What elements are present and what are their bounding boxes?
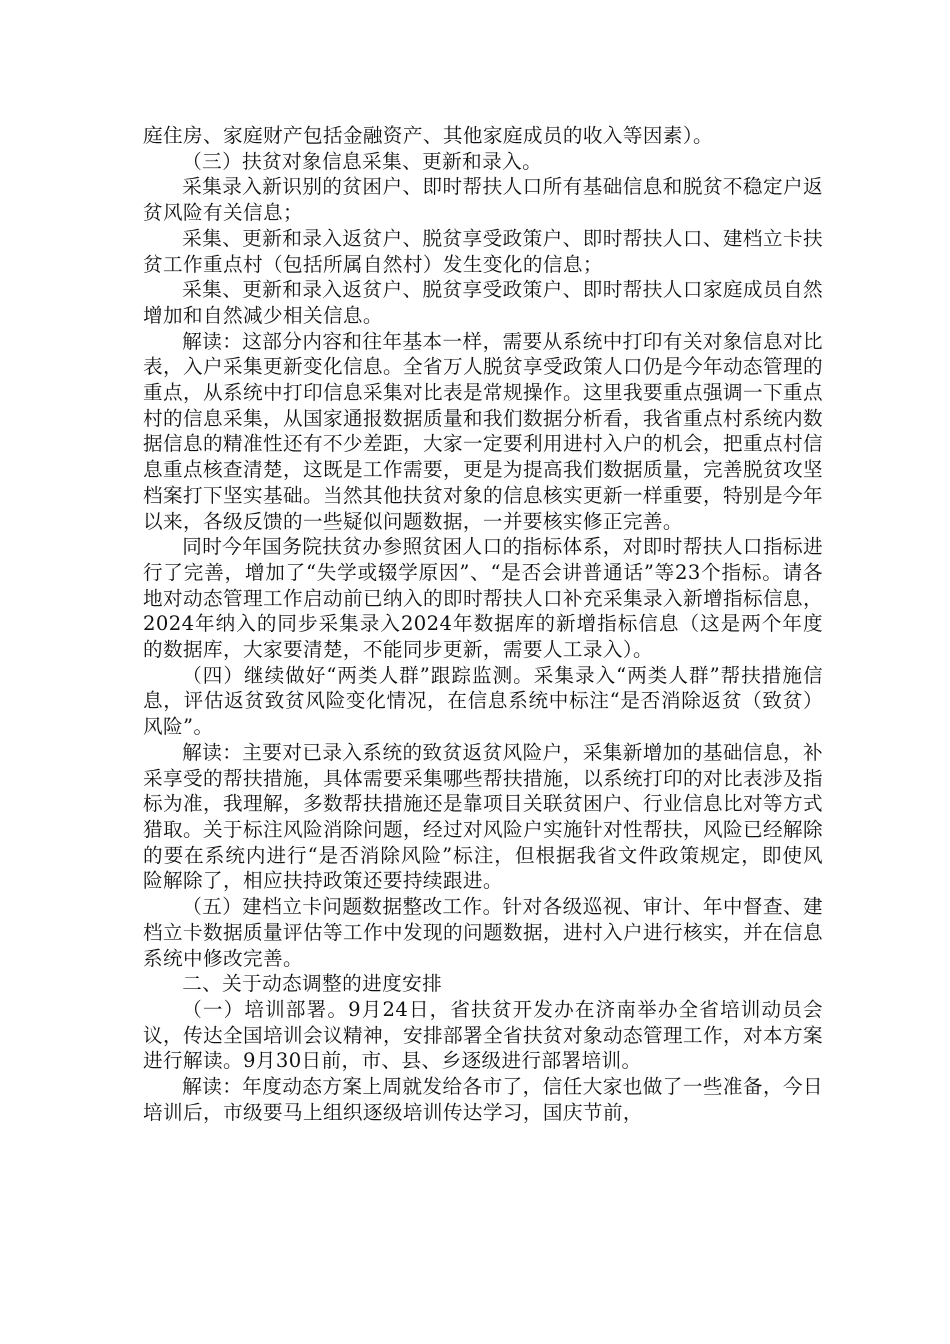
paragraph: 采集录入新识别的贫困户、即时帮扶人口所有基础信息和脱贫不稳定户返贫风险有关信息； xyxy=(143,175,823,225)
paragraph: 同时今年国务院扶贫办参照贫困人口的指标体系，对即时帮扶人口指标进行了完善，增加了“失学或辍学原因”、“是否会讲普通话”等23个指标。请各地对动态管理工作启动前已纳入的即时帮扶人口补充采集录入新增指标信息，2024年纳入的同步采集录入2024年数据库的新增指标信息（这是两个年度的数据库，大家要清楚，不能同步更新，需要人工录入）。 xyxy=(143,535,823,662)
section-heading-5: （五）建档立卡问题数据整改工作。针对各级巡视、审计、年中督查、建档立卡数据质量评估等工作中发现的问题数据，进村入户进行核实，并在信息系统中修改完善。 xyxy=(143,895,823,970)
paragraph: 采集、更新和录入返贫户、脱贫享受政策户、即时帮扶人口、建档立卡扶贫工作重点村（包括所属自然村）发生变化的信息； xyxy=(143,226,823,276)
document-body xyxy=(143,123,823,1125)
section-heading-4: （四）继续做好“两类人群”跟踪监测。采集录入“两类人群”帮扶措施信息，评估返贫致贫风险变化情况，在信息系统中标注“是否消除返贫（致贫）风险”。 xyxy=(143,663,823,739)
interpretation-paragraph: 解读：主要对已录入系统的致贫返贫风险户，采集新增加的基础信息，补采享受的帮扶措施，具体需要采集哪些帮扶措施，以系统打印的对比表涉及指标为准，我理解，多数帮扶措施还是靠项目关联贫困户、行业信息比对等方式猎取。关于标注风险消除问题，经过对风险户实施针对性帮扶，风险已经解除的要在系统内进行“是否消除风险”标注，但根据我省文件政策规定，即使风险解除了，相应扶持政策还要持续跟进。 xyxy=(143,740,823,893)
interpretation-paragraph: 解读：这部分内容和往年基本一样，需要从系统中打印有关对象信息对比表，入户采集更新变化信息。全省万人脱贫享受政策人口仍是今年动态管理的重点，从系统中打印信息采集对比表是常规操作。这里我要重点强调一下重点村的信息采集，从国家通报数据质量和我们数据分析看，我省重点村系统内数据信息的精准性还有不少差距，大家一定要利用进村入户的机会，把重点村信息重点核查清楚，这既是工作需要，更是为提高我们数据质量，完善脱贫攻坚档案打下坚实基础。当然其他扶贫对象的信息核实更新一样重要，特别是今年以来，各级反馈的一些疑似问题数据，一并要核实修正完善。 xyxy=(143,329,823,533)
section-heading-3: （三）扶贫对象信息采集、更新和录入。 xyxy=(182,149,543,173)
interpretation-paragraph: 解读：年度动态方案上周就发给各市了，信任大家也做了一些准备，今日培训后，市级要马上组织逐级培训传达学习，国庆节前， xyxy=(143,1075,823,1124)
paragraph: 采集、更新和录入返贫户、脱贫享受政策户、即时帮扶人口家庭成员自然增加和自然减少相关信息。 xyxy=(143,278,823,327)
paragraph-continued: 庭住房、家庭财产包括金融资产、其他家庭成员的收入等因素）。 xyxy=(143,124,714,147)
chapter-heading: 二、关于动态调整的进度安排 xyxy=(182,972,443,996)
section-heading-1: （一）培训部署。9月24日，省扶贫开发办在济南举办全省培训动员会议，传达全国培训会议精神，安排部署全省扶贫对象动态管理工作，对本方案进行解读。9月30日前，市、县、乡逐级进行部署培训。 xyxy=(143,997,823,1073)
